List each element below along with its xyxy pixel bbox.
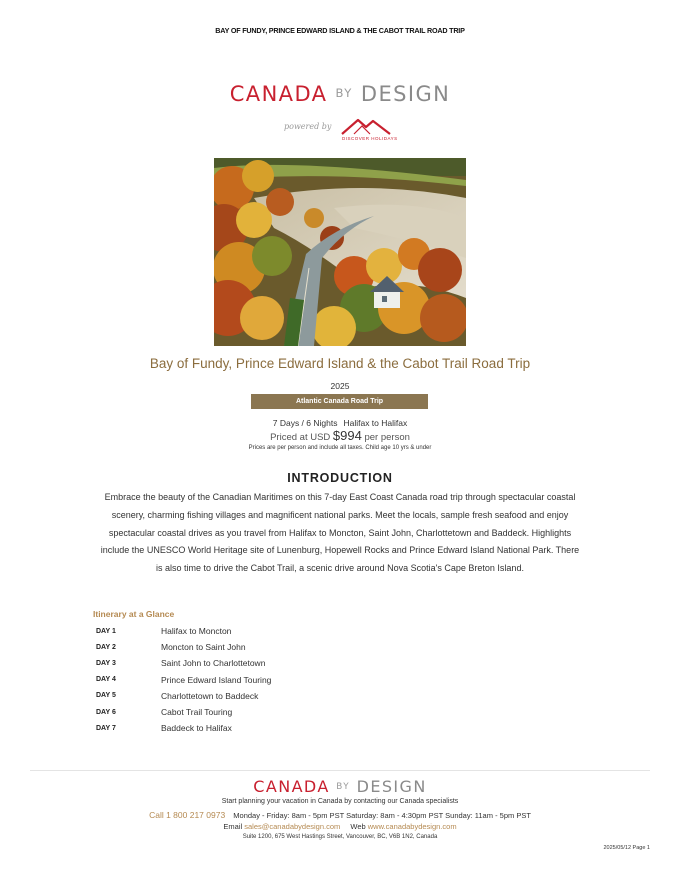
itinerary-place: Cabot Trail Touring xyxy=(161,707,233,718)
footer-hours-line xyxy=(0,810,680,820)
itinerary-heading: Itinerary at a Glance xyxy=(93,609,175,619)
intro-body: Embrace the beauty of the Canadian Maritimes on this 7-day East Coast Canada road trip through spectacular coastal scenery, charming fishing villages and magnificent national parks. Meet the locals, sample fresh seafood and enjoy spectacular coastal drives as you travel from Halifax to Moncton, Saint John, Charlottetown and Baddeck. Highlights include the UNESCO World Heritage site of Lunenburg, Hopewell Rocks and Prince Edward Island National Park. There is also time to drive the Cabot Trail, a scenic drive around Nova Scotia's Cape Breton Island. xyxy=(100,492,580,574)
powered-by-logo xyxy=(284,116,404,146)
itinerary-row xyxy=(96,720,396,736)
powered-by-text: powered by xyxy=(284,122,332,131)
email-label: Email xyxy=(223,822,243,831)
email-link[interactable]: sales@canadabydesign.com xyxy=(244,822,341,831)
price-amount: $994 xyxy=(332,428,362,443)
footer-tagline: Start planning your vacation in Canada by contacting our Canada specialists xyxy=(221,798,459,805)
footer-address: Suite 1200, 675 West Hastings Street, Vancouver, BC, V6B 1N2, Canada xyxy=(242,834,438,840)
itinerary-row xyxy=(96,623,396,639)
price-suffix: per person xyxy=(364,432,410,443)
itinerary-place: Halifax to Moncton xyxy=(161,626,232,637)
itinerary-row xyxy=(96,704,396,720)
footer-brand-canada: CANADA xyxy=(253,777,330,796)
route-text: Halifax to Halifax xyxy=(343,418,408,428)
trip-price xyxy=(0,428,680,443)
intro-heading: INTRODUCTION xyxy=(287,471,393,485)
itinerary-list xyxy=(96,623,396,736)
itinerary-row xyxy=(96,639,396,655)
itinerary-place: Prince Edward Island Touring xyxy=(161,674,272,685)
web-label: Web xyxy=(350,822,366,831)
trip-title: Bay of Fundy, Prince Edward Island & the Cabot Trail Road Trip xyxy=(149,356,531,371)
itinerary-day: DAY 5 xyxy=(96,692,116,700)
duration-text: 7 Days / 6 Nights xyxy=(272,418,338,428)
brand-by: BY xyxy=(335,85,353,100)
trip-duration xyxy=(0,418,680,428)
itinerary-day: DAY 3 xyxy=(96,659,116,667)
itinerary-row xyxy=(96,672,396,688)
brand-design: DESIGN xyxy=(360,82,451,106)
mountain-logo-icon xyxy=(340,116,404,136)
page-info: 2025/05/12 Page 1 xyxy=(603,845,650,851)
footer-brand-design: DESIGN xyxy=(356,777,427,796)
footer-brand-by: BY xyxy=(336,781,351,792)
price-prefix: Priced at USD xyxy=(270,432,331,443)
footer-contact-line xyxy=(0,822,680,831)
footer-divider xyxy=(30,770,650,771)
footer-brand-logo xyxy=(0,777,680,796)
itinerary-day: DAY 1 xyxy=(96,627,116,635)
itinerary-row xyxy=(96,688,396,704)
itinerary-day: DAY 6 xyxy=(96,708,116,716)
itinerary-day: DAY 2 xyxy=(96,643,116,651)
document-title: BAY OF FUNDY, PRINCE EDWARD ISLAND & THE CABOT TRAIL ROAD TRIP xyxy=(215,26,465,35)
brand-logo xyxy=(0,82,680,106)
itinerary-place: Charlottetown to Baddeck xyxy=(161,690,259,701)
itinerary-row xyxy=(96,655,396,671)
office-hours: Monday - Friday: 8am - 5pm PST Saturday: 8am - 4:30pm PST Sunday: 11am - 5pm PST xyxy=(233,811,531,820)
trip-category-badge: Atlantic Canada Road Trip xyxy=(251,394,428,409)
web-link[interactable]: www.canadabydesign.com xyxy=(367,822,457,831)
phone-link[interactable]: Call 1 800 217 0973 xyxy=(149,810,226,820)
price-note: Prices are per person and include all taxes. Child age 10 yrs & under xyxy=(248,445,432,451)
hero-photo xyxy=(214,158,466,346)
brand-canada: CANADA xyxy=(229,82,328,106)
trip-year: 2025 xyxy=(330,381,350,391)
itinerary-place: Saint John to Charlottetown xyxy=(161,658,266,669)
autumn-road-photo xyxy=(214,158,466,346)
itinerary-place: Moncton to Saint John xyxy=(161,642,246,653)
itinerary-place: Baddeck to Halifax xyxy=(161,723,232,734)
partner-name: DISCOVER HOLIDAYS xyxy=(342,136,398,141)
itinerary-day: DAY 4 xyxy=(96,676,116,684)
itinerary-day: DAY 7 xyxy=(96,724,116,732)
